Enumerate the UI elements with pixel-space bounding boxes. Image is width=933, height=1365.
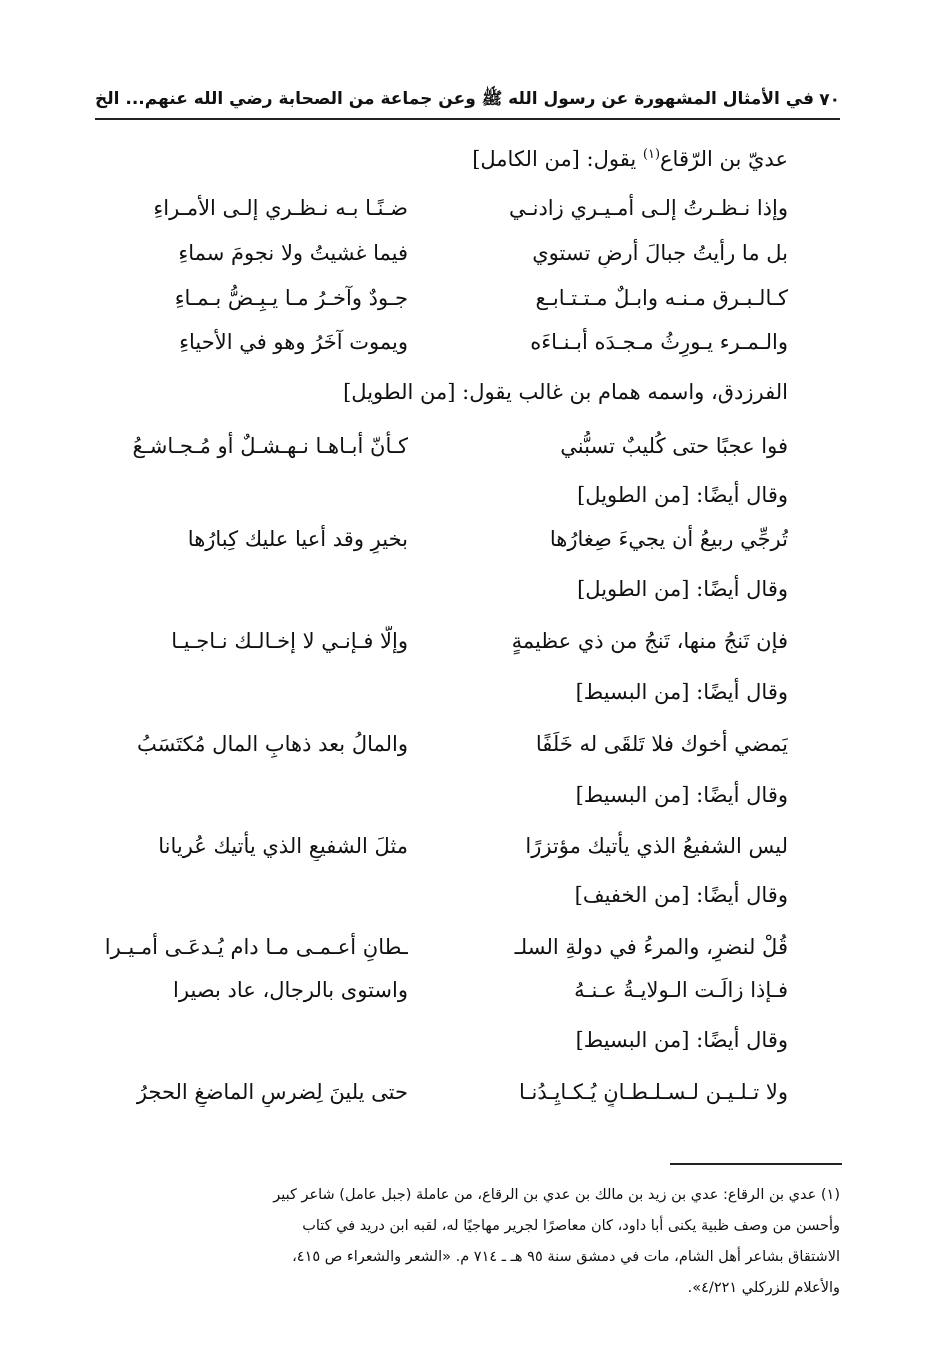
verse-line xyxy=(98,975,788,1005)
first-hemistich: بل ما رأيتُ جبالَ أرضٍ تستوي xyxy=(532,241,788,265)
verse-line xyxy=(98,626,788,656)
first-hemistich: ليس الشفيعُ الذي يأتيك مؤتزرًا xyxy=(525,834,788,858)
footnote-line: (١) عدي بن الرقاع: عدي بن زيد بن مالك بن عدي بن الرقاع، من عاملة (جبل عامل) شاعر كبير xyxy=(273,1187,840,1203)
intro-meter: يقول: [من الكامل] xyxy=(472,147,643,171)
second-hemistich: ضـنًـا بـه نـظـري إلـى الأمـراءِ xyxy=(153,196,408,220)
first-hemistich: تُرجِّي ربيعُ أن يجيءَ صِغارُها xyxy=(549,527,788,551)
page-number: ٧٠ xyxy=(819,90,840,110)
poet-intro: وقال أيضًا: [من البسيط] xyxy=(575,1028,788,1052)
second-hemistich: حتى يلينَ لِضرسِ الماضغِ الحجرُ xyxy=(136,1080,408,1104)
second-hemistich: ـطانِ أعـمـى مـا دام يُـدعَـى أمـيـرا xyxy=(104,935,408,959)
poet-intro: الفرزدق، واسمه همام بن غالب يقول: [من الطويل] xyxy=(343,380,788,404)
footnote-line: وأحسن من وصف ظبية يكنى أبا داود، كان معاصرًا لجرير مهاجيًا له، لقبه ابن دريد في كتاب xyxy=(302,1218,840,1234)
first-hemistich: وإذا نـظـرتُ إلـى أمـيـري زادنـي xyxy=(508,196,788,220)
footnote-line: الاشتقاق بشاعر أهل الشام، مات في دمشق سنة ٩٥ هـ ـ ٧١٤ م. «الشعر والشعراء ص ٤١٥، xyxy=(292,1249,840,1265)
footnote xyxy=(100,1180,840,1304)
first-hemistich: والـمـرء يـورِثُ مـجـدَه أبـنـاءَه xyxy=(530,330,788,354)
poet-intro xyxy=(98,140,788,174)
second-hemistich: وإلّا فـإنـي لا إخـالـك نـاجـيـا xyxy=(171,629,408,653)
second-hemistich: ويموت آخَرُ وهو في الأحياءِ xyxy=(179,330,408,354)
second-hemistich: مثلَ الشفيعِ الذي يأتيك عُريانا xyxy=(158,834,408,858)
verse-line xyxy=(98,831,788,861)
verse-line xyxy=(98,327,788,357)
second-hemistich: والمالُ بعد ذهابِ المال مُكتَسَبُ xyxy=(136,732,408,756)
poet-intro: وقال أيضًا: [من البسيط] xyxy=(575,783,788,807)
poet-intro: وقال أيضًا: [من الخفيف] xyxy=(574,883,788,907)
second-hemistich: بخيرٍ وقد أعيا عليك كِبارُها xyxy=(187,527,408,551)
verse-line xyxy=(98,431,788,461)
intro-text: عديّ بن الرّقاع xyxy=(660,147,788,171)
second-hemistich: جـودٌ وآخـرُ مـا يـبِـضُّ بـمـاءِ xyxy=(174,286,408,310)
first-hemistich: قُلْ لنضرٍ، والمرءُ في دولةِ السلـ xyxy=(514,935,788,959)
poet-intro: وقال أيضًا: [من الطويل] xyxy=(577,577,788,601)
first-hemistich: كـالـبـرق مـنـه وابـلٌ مـتـتـابـع xyxy=(535,286,788,310)
poet-intro: وقال أيضًا: [من البسيط] xyxy=(575,680,788,704)
first-hemistich: فإن تَنجُ منها، تَنجُ من ذي عظيمةٍ xyxy=(511,629,788,653)
second-hemistich: كـأنّ أبـاهـا نـهـشـلٌ أو مُـجـاشـعُ xyxy=(132,434,408,458)
verse-line xyxy=(98,524,788,554)
poet-intro: وقال أيضًا: [من الطويل] xyxy=(577,483,788,507)
second-hemistich: فيما غشيتُ ولا نجومَ سماءِ xyxy=(178,241,408,265)
running-title: في الأمثال المشهورة عن رسول الله ﷺ وعن جماعة من الصحابة رضي الله عنهم... الخ xyxy=(95,88,815,109)
first-hemistich: فوا عجبًا حتى كُليبٌ تسبُّني xyxy=(560,434,788,458)
first-hemistich: فـإذا زالَـت الـولايـةُ عـنـهُ xyxy=(574,978,788,1002)
verse-line xyxy=(98,729,788,759)
footnote-line: والأعلام للزركلي ٤/٢٢١». xyxy=(687,1280,840,1296)
verse-line xyxy=(98,193,788,223)
header-rule xyxy=(95,118,840,120)
verse-line xyxy=(98,283,788,313)
second-hemistich: واستوى بالرجال، عاد بصيرا xyxy=(173,978,408,1002)
verse-line xyxy=(98,238,788,268)
page-header xyxy=(95,82,840,118)
footnote-rule xyxy=(670,1163,842,1165)
verse-line xyxy=(98,932,788,962)
footnote-reference[interactable]: (١) xyxy=(642,147,661,162)
verse-line xyxy=(98,1077,788,1107)
first-hemistich: ولا تـلـيـن لـسـلـطـانٍ يُـكـايِـدُنـا xyxy=(518,1080,788,1104)
first-hemistich: يَمضي أخوك فلا تَلقَى له خَلَفًا xyxy=(535,732,788,756)
